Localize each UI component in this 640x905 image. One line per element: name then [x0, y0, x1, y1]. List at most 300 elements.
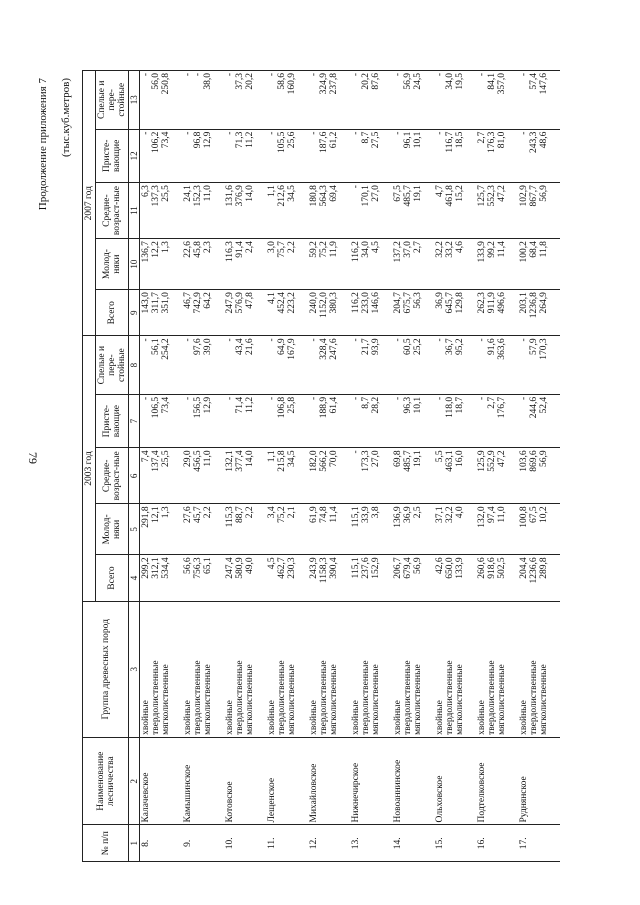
value: 38,0: [203, 73, 213, 90]
row-number: 11.: [266, 825, 308, 862]
cell-y2007-mature: [434, 71, 476, 130]
cell-y2007-total: [476, 290, 518, 336]
forestry-name: Новоаннинское: [392, 737, 434, 825]
value: 187,6: [319, 131, 329, 153]
cell-y2007-total: [308, 290, 350, 336]
forest-stock-table: [82, 70, 560, 862]
forestry-name: Нижнечирское: [350, 737, 392, 825]
value: 485,7: [403, 185, 413, 207]
value: 56,9: [403, 73, 413, 90]
value: 91,4: [235, 241, 245, 258]
value: 69,8: [393, 450, 403, 467]
cell-y2003-middle: [518, 448, 560, 504]
cell-y2007-young: [476, 239, 518, 290]
header-middle: Средне-возраст-ные: [96, 183, 129, 239]
cell-y2007-mature: [308, 71, 350, 130]
value: 56,9: [413, 557, 423, 575]
value: 56,1: [151, 338, 161, 355]
value: 206,7: [393, 557, 403, 579]
value: 116,3: [225, 241, 235, 263]
col-index: 1: [129, 825, 140, 862]
value: -: [141, 396, 151, 401]
row-number: 8.: [140, 825, 183, 862]
value: 2,2: [203, 506, 213, 519]
cell-y2003-total: [476, 555, 518, 601]
value: -: [183, 396, 193, 401]
species-group-label: хвойные: [267, 700, 277, 735]
value: 576,9: [235, 292, 245, 314]
value: 867,7: [529, 185, 539, 207]
cell-y2007-total: [434, 290, 476, 336]
value: 170,1: [361, 185, 371, 207]
value: -: [309, 338, 319, 342]
forestry-name: Калачевское: [140, 737, 183, 825]
cell-y2003-ripening: [518, 394, 560, 448]
value: 106,2: [151, 131, 161, 153]
value: 223,2: [287, 292, 297, 314]
value: 328,4: [319, 338, 329, 360]
value: 65,1: [203, 557, 213, 575]
value: 49,0: [245, 557, 255, 575]
value: 11,8: [539, 241, 549, 258]
value: 7,4: [141, 450, 151, 463]
value: 34,0: [445, 73, 455, 90]
value: 324,9: [319, 73, 329, 95]
value: 11,4: [497, 241, 507, 258]
value: 59,2: [309, 241, 319, 258]
value: 1158,3: [319, 557, 329, 584]
cell-y2007-mature: [182, 71, 224, 130]
header-mature: Спелые и пере-стойные: [96, 336, 129, 394]
value: 8,7: [361, 396, 371, 409]
value: 136,7: [141, 241, 151, 263]
value: 742,9: [193, 292, 203, 314]
forestry-name: Руднянское: [518, 737, 560, 825]
value: 64,2: [203, 292, 213, 309]
cell-y2003-ripening: [140, 394, 183, 448]
value: 4,1: [267, 292, 277, 305]
value: 28,2: [371, 396, 381, 414]
forestry-name: Лещенское: [266, 737, 308, 825]
value: -: [477, 73, 487, 77]
value: -: [183, 73, 193, 77]
species-group-label: твердолиственные: [529, 660, 539, 735]
col-index: 5: [129, 504, 140, 555]
value: 132,1: [225, 450, 235, 472]
value: 357,0: [497, 73, 507, 95]
cell-y2003-mature: [308, 336, 350, 394]
value: 56,9: [539, 185, 549, 202]
cell-y2003-total: [518, 555, 560, 601]
cell-y2003-mature: [224, 336, 266, 394]
col-index: 10: [129, 239, 140, 290]
value: 1,3: [161, 506, 171, 519]
value: 299,2: [141, 557, 151, 579]
value: -: [141, 338, 151, 342]
value: 56,0: [151, 73, 161, 90]
value: -: [435, 73, 445, 77]
appendix-caption: Продолжение приложения 7: [37, 78, 49, 211]
value: 215,8: [277, 450, 287, 472]
value: 25,6: [287, 131, 297, 149]
value: 14,0: [245, 450, 255, 467]
cell-y2003-young: [140, 504, 183, 555]
cell-y2007-young: [140, 239, 183, 290]
value: 2,2: [245, 506, 255, 519]
value: 156,5: [193, 396, 203, 419]
value: 4,6: [455, 241, 465, 253]
cell-y2007-young: [350, 239, 392, 290]
header-num: № п/п: [83, 825, 129, 862]
value: 376,9: [235, 185, 245, 207]
value: 534,4: [161, 557, 171, 579]
value: 52,4: [539, 396, 549, 414]
cell-y2003-young: [266, 504, 308, 555]
species-groups: [308, 601, 350, 737]
value: 47,8: [245, 292, 255, 309]
header-forestry: Наименование лесничества: [83, 737, 129, 825]
value: 237,6: [361, 557, 371, 579]
value: -: [351, 396, 361, 401]
value: 25,8: [287, 396, 297, 414]
value: 911,9: [487, 292, 497, 314]
value: 152,9: [371, 557, 381, 579]
value: 47,2: [497, 450, 507, 467]
cell-y2003-young: [392, 504, 434, 555]
value: 502,5: [497, 557, 507, 579]
cell-y2003-mature: [476, 336, 518, 394]
cell-y2003-middle: [308, 448, 350, 504]
species-group-label: мягколиственные: [539, 664, 549, 735]
value: 97,6: [193, 338, 203, 355]
value: 12,1: [151, 506, 161, 523]
value: 2,2: [287, 241, 297, 253]
cell-y2007-mature: [392, 71, 434, 130]
value: 11,2: [245, 131, 255, 148]
value: 103,6: [519, 450, 529, 472]
cell-y2003-total: [182, 555, 224, 601]
value: -: [267, 338, 277, 342]
value: 20,2: [245, 73, 255, 90]
col-index: 9: [129, 290, 140, 336]
cell-y2007-mature: [350, 71, 392, 130]
value: 74,8: [319, 506, 329, 523]
row-number: 15.: [434, 825, 476, 862]
value: 67,5: [529, 506, 539, 523]
cell-y2007-ripening: [308, 129, 350, 183]
species-group-label: твердолиственные: [277, 660, 287, 735]
value: 204,4: [519, 557, 529, 579]
value: 25,5: [161, 450, 171, 467]
value: 48,6: [539, 131, 549, 149]
header-middle: Средне-возраст-ные: [96, 448, 129, 504]
value: -: [309, 396, 319, 401]
value: 6,3: [141, 185, 151, 197]
value: -: [225, 73, 235, 77]
value: -: [351, 338, 361, 342]
cell-y2007-ripening: [182, 129, 224, 183]
table-row: [182, 71, 224, 862]
species-group-label: мягколиственные: [413, 664, 423, 735]
value: 247,4: [225, 557, 235, 579]
value: 137,2: [393, 241, 403, 263]
value: 160,9: [287, 73, 297, 95]
value: 180,8: [309, 185, 319, 207]
value: 132,0: [477, 506, 487, 528]
value: 869,6: [529, 450, 539, 472]
value: 75,2: [277, 506, 287, 523]
value: 36,9: [435, 292, 445, 309]
cell-y2007-ripening: [518, 129, 560, 183]
value: 36,7: [445, 338, 455, 355]
value: 27,0: [371, 450, 381, 467]
forestry-name: Камышинское: [182, 737, 224, 825]
species-group-label: твердолиственные: [193, 660, 203, 735]
cell-y2003-mature: [392, 336, 434, 394]
value: 1236,8: [529, 292, 539, 319]
cell-y2007-total: [140, 290, 183, 336]
header-ripening: Присте-вающие: [96, 129, 129, 183]
col-index: 3: [129, 601, 140, 737]
value: 756,3: [193, 557, 203, 579]
cell-y2003-middle: [350, 448, 392, 504]
value: 3,4: [267, 506, 277, 519]
value: 21,7: [361, 338, 371, 355]
value: 230,3: [287, 557, 297, 579]
value: 61,2: [329, 131, 339, 149]
row-number: 13.: [350, 825, 392, 862]
cell-y2007-middle: [182, 183, 224, 239]
forestry-name: Михайловское: [308, 737, 350, 825]
value: 58,6: [277, 73, 287, 90]
value: 129,8: [455, 292, 465, 314]
col-index: 4: [129, 555, 140, 601]
value: 61,9: [309, 506, 319, 523]
col-index: 7: [129, 394, 140, 448]
value: -: [519, 396, 529, 401]
cell-y2007-ripening: [140, 129, 183, 183]
value: 133,9: [455, 557, 465, 579]
value: 102,9: [519, 185, 529, 207]
value: 95,2: [455, 338, 465, 355]
value: 2,1: [287, 506, 297, 519]
value: 291,8: [141, 506, 151, 528]
species-group-label: мягколиственные: [497, 664, 507, 735]
value: 485,7: [403, 450, 413, 472]
cell-y2003-young: [476, 504, 518, 555]
col-index: 12: [129, 129, 140, 183]
value: -: [519, 338, 529, 342]
species-group-label: хвойные: [141, 700, 151, 735]
value: 116,7: [445, 131, 455, 153]
cell-y2003-mature: [350, 336, 392, 394]
value: 75,2: [319, 241, 329, 258]
value: 147,6: [539, 73, 549, 95]
value: 12,9: [203, 396, 213, 414]
value: -: [225, 131, 235, 135]
value: 1,1: [267, 185, 277, 197]
value: -: [267, 73, 277, 77]
value: -: [351, 73, 361, 77]
cell-y2003-middle: [266, 448, 308, 504]
cell-y2007-young: [266, 239, 308, 290]
cell-y2003-ripening: [182, 394, 224, 448]
value: 91,6: [487, 338, 497, 355]
value: 167,9: [287, 338, 297, 360]
value: 11,0: [203, 185, 213, 202]
value: 176,3: [487, 131, 497, 153]
value: 12,9: [203, 131, 213, 149]
value: 56,3: [413, 292, 423, 309]
value: 37,3: [235, 73, 245, 90]
table-row: [308, 71, 350, 862]
value: 133,9: [477, 241, 487, 263]
value: 73,4: [161, 396, 171, 414]
value: 152,3: [193, 185, 203, 207]
header-year-2003: 2003 год: [83, 336, 96, 601]
cell-y2007-middle: [392, 183, 434, 239]
value: 204,7: [393, 292, 403, 314]
value: -: [519, 73, 529, 77]
cell-y2003-young: [224, 504, 266, 555]
species-group-label: мягколиственные: [203, 664, 213, 735]
table-row: [224, 71, 266, 862]
value: 69,4: [329, 185, 339, 202]
value: 88,7: [235, 506, 245, 523]
value: 27,5: [371, 131, 381, 149]
value: 918,6: [487, 557, 497, 579]
species-group-label: хвойные: [309, 700, 319, 735]
cell-y2003-young: [350, 504, 392, 555]
species-group-label: хвойные: [225, 700, 235, 735]
table-row: [140, 71, 183, 862]
value: 363,6: [497, 338, 507, 360]
header-young: Молод-няки: [96, 504, 129, 555]
cell-y2007-ripening: [350, 129, 392, 183]
species-group-label: мягколиственные: [245, 664, 255, 735]
value: 125,7: [477, 185, 487, 207]
value: -: [183, 131, 193, 135]
value: 18,7: [455, 396, 465, 414]
cell-y2007-middle: [308, 183, 350, 239]
cell-y2007-young: [182, 239, 224, 290]
value: 10,2: [539, 506, 549, 523]
cell-y2007-middle: [476, 183, 518, 239]
species-group-label: мягколиственные: [161, 664, 171, 735]
value: 57,9: [529, 338, 539, 355]
value: 5,5: [435, 450, 445, 463]
value: 380,3: [329, 292, 339, 314]
value: 2,5: [413, 506, 423, 519]
cell-y2007-mature: [140, 71, 183, 130]
value: 456,5: [193, 450, 203, 472]
value: 100,8: [519, 506, 529, 528]
value: 34,5: [287, 450, 297, 467]
value: 312,1: [151, 557, 161, 579]
page-number: 79: [26, 452, 40, 464]
value: 64,9: [277, 338, 287, 355]
header-total: Всего: [96, 555, 129, 601]
value: 1152,0: [319, 292, 329, 318]
value: 564,3: [319, 185, 329, 207]
value: 137,3: [151, 185, 161, 207]
value: -: [141, 131, 151, 135]
value: 67,5: [393, 185, 403, 202]
value: 15,2: [455, 185, 465, 202]
value: 96,1: [403, 131, 413, 149]
value: 173,3: [361, 450, 371, 472]
cell-y2003-ripening: [434, 394, 476, 448]
cell-y2007-mature: [224, 71, 266, 130]
value: -: [267, 131, 277, 135]
cell-y2003-young: [518, 504, 560, 555]
cell-y2007-young: [224, 239, 266, 290]
value: 675,7: [403, 292, 413, 314]
value: 650,0: [445, 557, 455, 579]
value: 243,3: [529, 131, 539, 153]
value: 97,4: [487, 506, 497, 523]
value: 116,2: [351, 292, 361, 314]
value: 71,3: [235, 131, 245, 149]
species-group-label: хвойные: [393, 700, 403, 735]
species-group-label: твердолиственные: [403, 660, 413, 735]
value: -: [435, 131, 445, 135]
cell-y2003-total: [140, 555, 183, 601]
value: 4,5: [371, 241, 381, 253]
value: 461,8: [445, 185, 455, 207]
value: 11,9: [329, 241, 339, 258]
cell-y2007-mature: [518, 71, 560, 130]
value: -: [393, 338, 403, 342]
cell-y2007-ripening: [434, 129, 476, 183]
value: 11,4: [329, 506, 339, 523]
value: 33,9: [361, 506, 371, 523]
value: 203,1: [519, 292, 529, 314]
value: 1236,6: [529, 557, 539, 584]
value: 24,5: [413, 73, 423, 90]
value: 4,5: [267, 557, 277, 570]
value: 21,6: [245, 338, 255, 355]
value: 115,1: [351, 557, 361, 579]
value: 99,2: [487, 241, 497, 258]
value: 452,4: [277, 292, 287, 314]
value: 25,5: [161, 185, 171, 202]
value: -: [183, 338, 193, 342]
species-group-label: хвойные: [477, 700, 487, 735]
value: 131,6: [225, 185, 235, 207]
cell-y2003-middle: [476, 448, 518, 504]
value: 68,4: [529, 241, 539, 258]
species-group-label: хвойные: [519, 700, 529, 735]
value: 20,2: [361, 73, 371, 90]
species-group-label: твердолиственные: [235, 660, 245, 735]
species-group-label: мягколиственные: [371, 664, 381, 735]
cell-y2003-mature: [518, 336, 560, 394]
value: 262,3: [477, 292, 487, 314]
value: 243,9: [309, 557, 319, 579]
table-row: [518, 71, 560, 862]
value: 96,3: [403, 396, 413, 414]
cell-y2003-total: [434, 555, 476, 601]
cell-y2003-ripening: [266, 394, 308, 448]
value: 93,9: [371, 338, 381, 355]
value: -: [351, 185, 361, 189]
value: 27,6: [183, 506, 193, 523]
value: 25,2: [413, 338, 423, 355]
forestry-name: Ольховское: [434, 737, 476, 825]
value: 118,0: [445, 396, 455, 418]
col-index: 2: [129, 737, 140, 825]
